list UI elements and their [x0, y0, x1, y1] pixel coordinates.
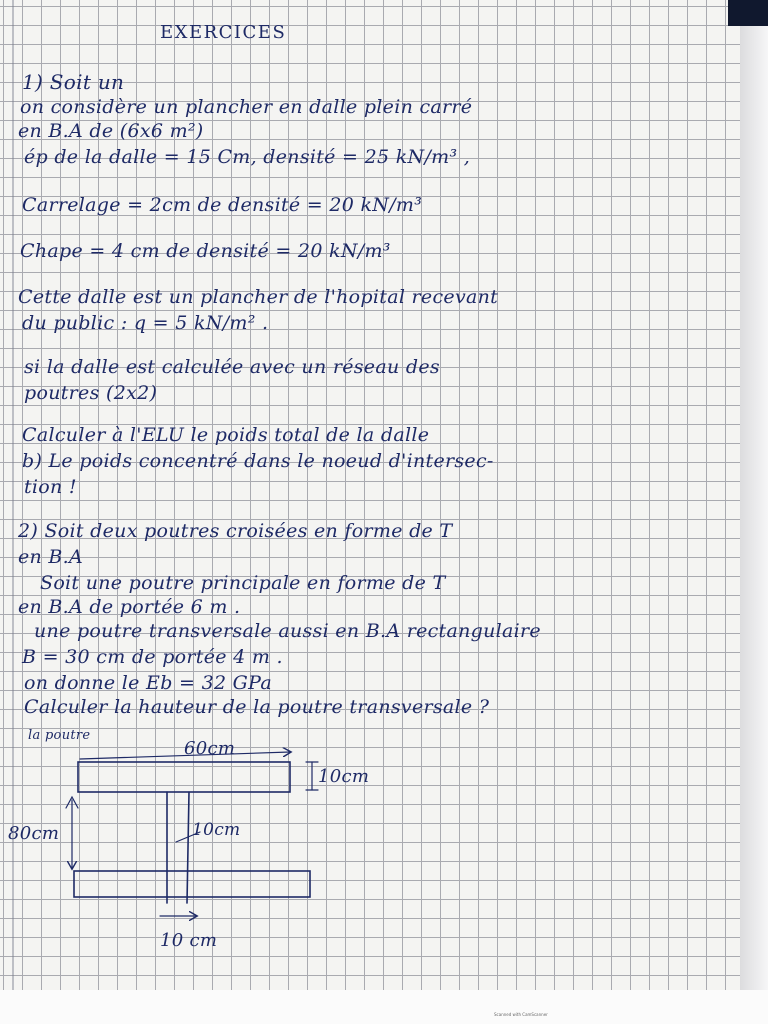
width-dimension-arrow	[80, 752, 290, 759]
exercise2-line: on donne le Eb = 32 GPa	[24, 672, 273, 694]
diagram-web-label: 10cm	[192, 820, 241, 840]
beam-bottom	[74, 871, 310, 897]
exercise1-line: poutres (2x2)	[24, 382, 158, 404]
exercise1-line: tion !	[24, 476, 77, 498]
exercise2-line: Calculer la hauteur de la poutre transversale ?	[24, 696, 490, 718]
exercise1-line: Cette dalle est un plancher de l'hopital recevant	[18, 286, 499, 308]
diagram-caption: la poutre	[28, 728, 91, 743]
page-title: EXERCICES	[160, 22, 287, 43]
beam-flange	[78, 762, 290, 792]
beam-web-right	[187, 792, 189, 903]
exercise1-line: on considère un plancher en dalle plein carré	[20, 96, 473, 118]
exercise1-line: b) Le poids concentré dans le noeud d'intersec-	[22, 450, 494, 472]
exercise1-line: en B.A de (6x6 m²)	[18, 120, 204, 142]
exercise1-line: du public : q = 5 kN/m² .	[22, 312, 269, 334]
diagram-web-bottom-label: 10 cm	[160, 930, 218, 951]
exercise1-line: Calculer à l'ELU le poids total de la dalle	[22, 424, 430, 446]
exercise2-line: B = 30 cm de portée 4 m .	[22, 646, 283, 668]
diagram-height-label: 80cm	[8, 823, 60, 844]
exercise2-line: 2) Soit deux poutres croisées en forme de T	[18, 520, 453, 542]
diagram-flange-label: 10cm	[318, 766, 370, 787]
exercise1-line: si la dalle est calculée avec un réseau des	[24, 356, 440, 378]
scan-credit: Scanned with CamScanner	[494, 1012, 548, 1017]
exercise2-line: une poutre transversale aussi en B.A rectangulaire	[34, 620, 541, 642]
exercise1-line: Chape = 4 cm de densité = 20 kN/m³	[20, 240, 391, 262]
exercise1-line: ép de la dalle = 15 Cm, densité = 25 kN/m³ ,	[24, 146, 471, 168]
exercise2-line: en B.A	[18, 546, 84, 568]
exercise1-line: Carrelage = 2cm de densité = 20 kN/m³	[22, 194, 423, 216]
exercise1-line: 1) Soit un	[22, 70, 125, 94]
exercise2-line: en B.A de portée 6 m .	[18, 596, 241, 618]
diagram-width-label: 60cm	[184, 738, 236, 759]
exercise2-line: Soit une poutre principale en forme de T	[40, 572, 446, 594]
